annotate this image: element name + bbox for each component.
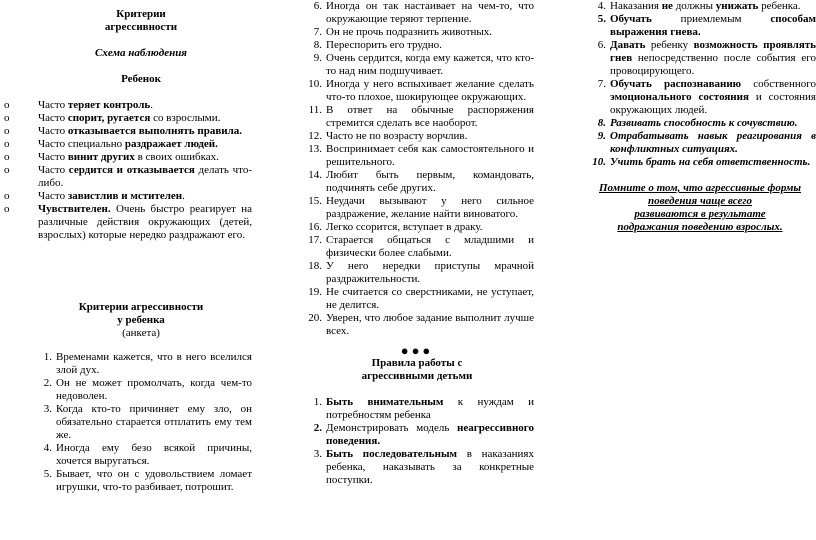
text-run: Часто <box>38 99 68 111</box>
text-run: должны <box>672 0 716 12</box>
item-number: 7. <box>313 26 322 38</box>
item-number: 4. <box>597 0 606 12</box>
item-number: 16. <box>308 221 322 233</box>
observation-list <box>30 99 252 242</box>
text-run: теряет контроль <box>67 99 151 111</box>
text-run: ребенка. <box>758 0 801 12</box>
numbered-item <box>300 39 534 52</box>
item-number: 9. <box>313 52 322 64</box>
text-run: Отрабатывать навык реагирования в конфликтных ситуациях. <box>610 130 816 155</box>
item-text: Переспорить его трудно. <box>326 39 442 51</box>
observation-item <box>30 99 252 112</box>
item-number: 15. <box>308 195 322 207</box>
numbered-item <box>300 143 534 169</box>
item-text: У него нередки приступы мрачной раздражительности. <box>326 260 534 285</box>
item-text: Неудачи вызывают у него сильное раздражение, желание найти виноватого. <box>326 195 534 220</box>
item-number: 2. <box>313 422 322 434</box>
numbered-item <box>300 312 534 338</box>
item-number: 2. <box>43 377 52 389</box>
numbered-item <box>584 156 816 169</box>
remember-note <box>584 182 816 234</box>
text-run: Обучать распознаванию <box>610 78 742 90</box>
text-run: со взрослыми. <box>150 112 221 124</box>
numbered-item <box>300 78 534 104</box>
numbered-item <box>300 169 534 195</box>
observation-item <box>30 151 252 164</box>
text-run: Часто <box>38 190 68 202</box>
numbered-item <box>300 195 534 221</box>
item-text: Иногда он так настаивает на чем-то, что окружающие теряют терпение. <box>326 0 534 25</box>
title-line-2: агрессивности <box>104 21 178 33</box>
item-text: Иногда ему безо всякой причины, хочется выругаться. <box>56 442 252 467</box>
text-run: к нуждам и потребностям ребенка <box>326 396 534 421</box>
item-text: В ответ на обычные распоряжения стремится сделать все наоборот. <box>326 104 534 129</box>
item-number: 12. <box>308 130 322 142</box>
text-run: Часто <box>38 112 68 124</box>
item-text: Временами кажется, что в него вселился злой дух. <box>56 351 252 376</box>
text-run: винит других <box>67 151 135 163</box>
item-number: 5. <box>597 13 606 25</box>
text-run: . <box>182 190 185 202</box>
observation-item <box>30 112 252 125</box>
item-number: 3. <box>43 403 52 415</box>
numbered-item <box>300 52 534 78</box>
numbered-item <box>300 448 534 487</box>
observation-item <box>30 164 252 190</box>
text-run: эмоционального состояния <box>610 91 749 103</box>
numbered-item <box>584 13 816 39</box>
questionnaire-list <box>30 351 252 494</box>
text-run: унижать <box>715 0 759 12</box>
item-number: 8. <box>597 117 606 129</box>
item-number: 19. <box>308 286 322 298</box>
text-run: Учить брать на себя ответственность. <box>610 156 811 168</box>
numbered-item <box>300 0 534 26</box>
item-number: 5. <box>43 468 52 480</box>
item-number: 14. <box>308 169 322 181</box>
text-run: Чувствителен. <box>38 203 111 215</box>
item-text: Иногда у него вспыхивает желание сделать что-то плохое, шокирующее окружающих. <box>326 78 534 103</box>
observation-item <box>30 125 252 138</box>
title-line-1: Критерии <box>116 8 166 20</box>
remember-line-3: развиваются в результате <box>634 208 766 220</box>
text-run: Часто <box>38 151 68 163</box>
text-run: раздражает людей. <box>124 138 218 150</box>
item-number: 1. <box>313 396 322 408</box>
text-run: сердится и отказывается <box>68 164 195 176</box>
item-number: 1. <box>43 351 52 363</box>
text-run: отказывается выполнять правила. <box>67 125 243 137</box>
observation-item <box>30 138 252 151</box>
item-text: Очень сердится, когда ему кажется, что кто-то над ним подшучивает. <box>326 52 534 77</box>
numbered-item <box>584 39 816 78</box>
numbered-item <box>300 234 534 260</box>
column-left <box>30 0 252 494</box>
column-middle <box>300 0 534 487</box>
observation-item <box>30 203 252 242</box>
text-run: и состояния окружающих людей. <box>610 91 816 116</box>
remember-line-2: поведения чаще всего <box>647 195 752 207</box>
item-number: 20. <box>308 312 322 324</box>
numbered-item <box>300 221 534 234</box>
numbered-item <box>30 403 252 442</box>
item-text: Воспринимает себя как самостоятельного и решительного. <box>326 143 534 168</box>
text-run: приемлемым <box>651 13 771 25</box>
numbered-item <box>300 104 534 130</box>
item-text: Он не может промолчать, когда чем-то недоволен. <box>56 377 252 402</box>
text-run: ребенку <box>645 39 694 51</box>
rules-heading-2: агрессивными детьми <box>361 370 473 382</box>
observation-item <box>30 190 252 203</box>
remember-line-4: подражания поведению взрослых. <box>617 221 783 233</box>
numbered-item <box>300 260 534 286</box>
text-run: завистлив и мстителен <box>67 190 183 202</box>
rules-list-continued <box>584 0 816 169</box>
item-number: 13. <box>308 143 322 155</box>
text-run: Очень быстро реагирует на различные действия окружающих (детей, взрослых) которые нередко раздражают его. <box>38 203 252 241</box>
child-heading: Ребенок <box>121 73 161 85</box>
text-run: непосредственно после события его провоцирующего. <box>610 52 816 77</box>
text-run: Давать <box>610 39 646 51</box>
numbered-item <box>30 377 252 403</box>
item-number: 11. <box>308 104 322 116</box>
item-number: 10. <box>308 78 322 90</box>
criteria-heading-2: у ребенка <box>117 314 165 326</box>
numbered-item <box>584 130 816 156</box>
text-run: не <box>661 0 673 12</box>
text-run: неагрессивного поведения. <box>326 422 534 447</box>
item-text: Бывает, что он с удовольствием ломает игрушки, что-то разбивает, потрошит. <box>56 468 252 493</box>
text-run: в наказаниях ребенка, наказывать за конкретные поступки. <box>326 448 534 486</box>
text-run: спорит, ругается <box>67 112 151 124</box>
item-number: 7. <box>597 78 606 90</box>
numbered-item <box>300 396 534 422</box>
item-number: 4. <box>43 442 52 454</box>
separator-dots: ●●● <box>400 343 434 358</box>
numbered-item <box>30 468 252 494</box>
numbered-item <box>30 442 252 468</box>
numbered-item <box>30 351 252 377</box>
text-run: . <box>150 99 153 111</box>
item-text: Легко ссорится, вступает в драку. <box>326 221 483 233</box>
item-number: 8. <box>313 39 322 51</box>
item-number: 6. <box>597 39 606 51</box>
numbered-item <box>584 117 816 130</box>
item-number: 3. <box>313 448 322 460</box>
item-text: Он не прочь подразнить животных. <box>326 26 493 38</box>
text-run: способам выражения гнева. <box>610 13 816 38</box>
rules-list <box>300 396 534 487</box>
item-number: 6. <box>313 0 322 12</box>
text-run: Обучать <box>610 13 652 25</box>
remember-line-1: Помните о том, что агрессивные формы <box>598 182 802 194</box>
item-text: Часто не по возрасту ворчлив. <box>326 130 468 142</box>
item-number: 10. <box>592 156 606 168</box>
rules-heading-1: Правила работы с <box>371 357 463 369</box>
questionnaire-list-continued <box>300 0 534 338</box>
item-text: Уверен, что любое задание выполнит лучше всех. <box>326 312 534 337</box>
item-text: Когда кто-то причиняет ему зло, он обязательно старается отплатить ему тем же. <box>56 403 252 441</box>
criteria-subheading: (анкета) <box>122 327 160 339</box>
text-run: Наказания <box>610 0 662 12</box>
numbered-item <box>584 0 816 13</box>
text-run: Часто <box>38 125 68 137</box>
text-run: Быть последовательным <box>326 448 458 460</box>
item-number: 9. <box>597 130 606 142</box>
item-text: Не считается со сверстниками, не уступает, не делится. <box>326 286 534 311</box>
text-run: Развивать способность к сочувствию. <box>610 117 798 129</box>
text-run: Демонстрировать модель <box>326 422 458 434</box>
numbered-item <box>300 26 534 39</box>
text-run: Часто специально <box>38 138 125 150</box>
text-run: Часто <box>38 164 69 176</box>
criteria-heading-1: Критерии агрессивности <box>78 301 204 313</box>
column-right <box>584 0 816 234</box>
item-text: Старается общаться с младшими и физически более слабыми. <box>326 234 534 259</box>
numbered-item <box>300 422 534 448</box>
text-run: Быть внимательным <box>326 396 444 408</box>
item-number: 17. <box>308 234 322 246</box>
numbered-item <box>300 130 534 143</box>
numbered-item <box>584 78 816 117</box>
text-run: собственного <box>741 78 816 90</box>
text-run: возможность проявлять гнев <box>610 39 816 64</box>
scheme-heading: Схема наблюдения <box>95 47 187 59</box>
item-text: Любит быть первым, командовать, подчинять себе других. <box>326 169 534 194</box>
text-run: делать что-либо. <box>38 164 253 189</box>
numbered-item <box>300 286 534 312</box>
item-number: 18. <box>308 260 322 272</box>
text-run: в своих ошибках. <box>134 151 219 163</box>
